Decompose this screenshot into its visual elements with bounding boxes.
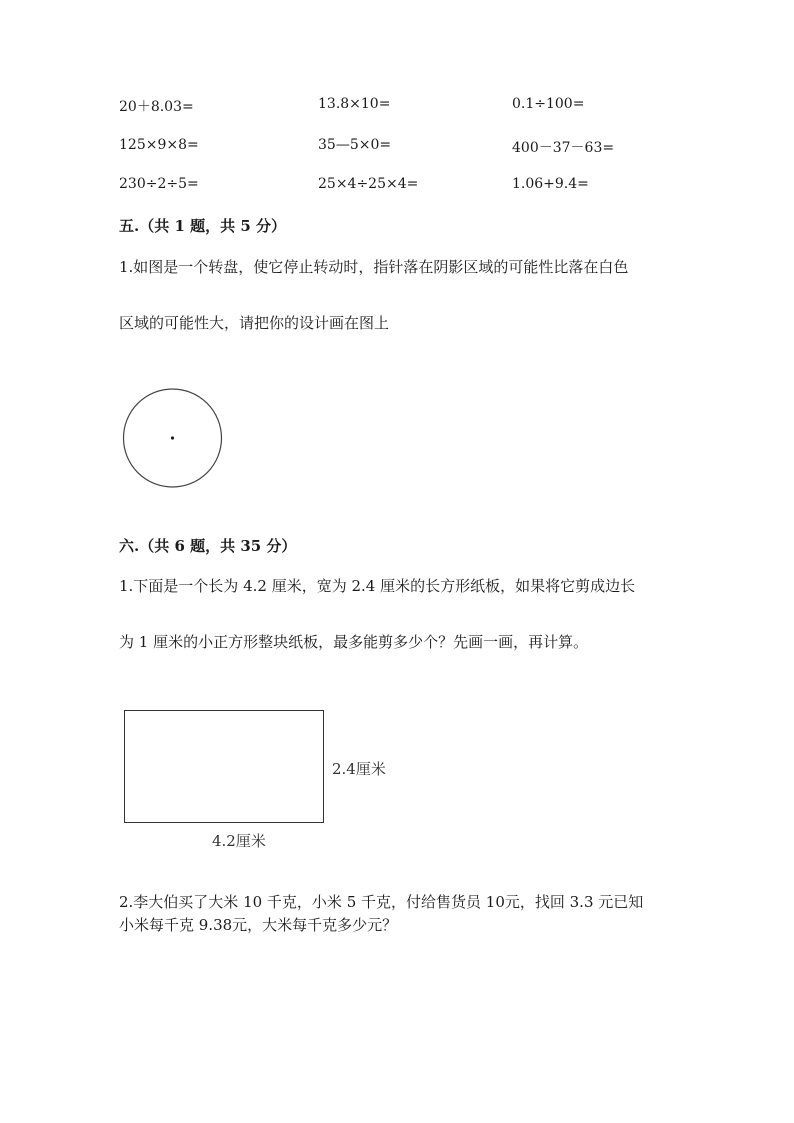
- calc-item: 230÷2÷5=: [119, 176, 199, 192]
- rectangle-length-label: 4.2厘米: [212, 832, 266, 850]
- question-text: 小米每千克 9.38元，大米每千克多少元？: [119, 916, 398, 934]
- question-text: 2.李大伯买了大米 10 千克，小米 5 千克，付给售货员 10元，找回 3.3 元已知: [119, 893, 644, 911]
- question-text: 区域的可能性大，请把你的设计画在图上: [119, 314, 390, 332]
- calc-item: 25×4÷25×4=: [318, 176, 419, 192]
- question-text: 1.如图是一个转盘，使它停止转动时，指针落在阴影区域的可能性比落在白色: [119, 258, 629, 276]
- calc-item: 20＋8.03=: [119, 99, 194, 115]
- calc-item: 1.06+9.4=: [512, 176, 589, 192]
- calc-item: 125×9×8=: [119, 137, 199, 153]
- spinner-circle-figure: [118, 383, 228, 493]
- calc-item: 400－37－63=: [512, 140, 615, 156]
- question-text: 为 1 厘米的小正方形整块纸板，最多能剪多少个？先画一画，再计算。: [119, 633, 589, 651]
- cardboard-rectangle: [124, 710, 324, 823]
- center-dot: [171, 436, 174, 439]
- calc-item: 35—5×0=: [318, 137, 392, 153]
- rectangle-width-label: 2.4厘米: [332, 760, 386, 778]
- section-heading: 五.（共 1 题，共 5 分）: [119, 217, 286, 235]
- calc-item: 0.1÷100=: [512, 96, 585, 112]
- calc-item: 13.8×10=: [318, 96, 391, 112]
- section-heading: 六.（共 6 题，共 35 分）: [119, 537, 297, 555]
- question-text: 1.下面是一个长为 4.2 厘米，宽为 2.4 厘米的长方形纸板，如果将它剪成边长: [119, 577, 636, 595]
